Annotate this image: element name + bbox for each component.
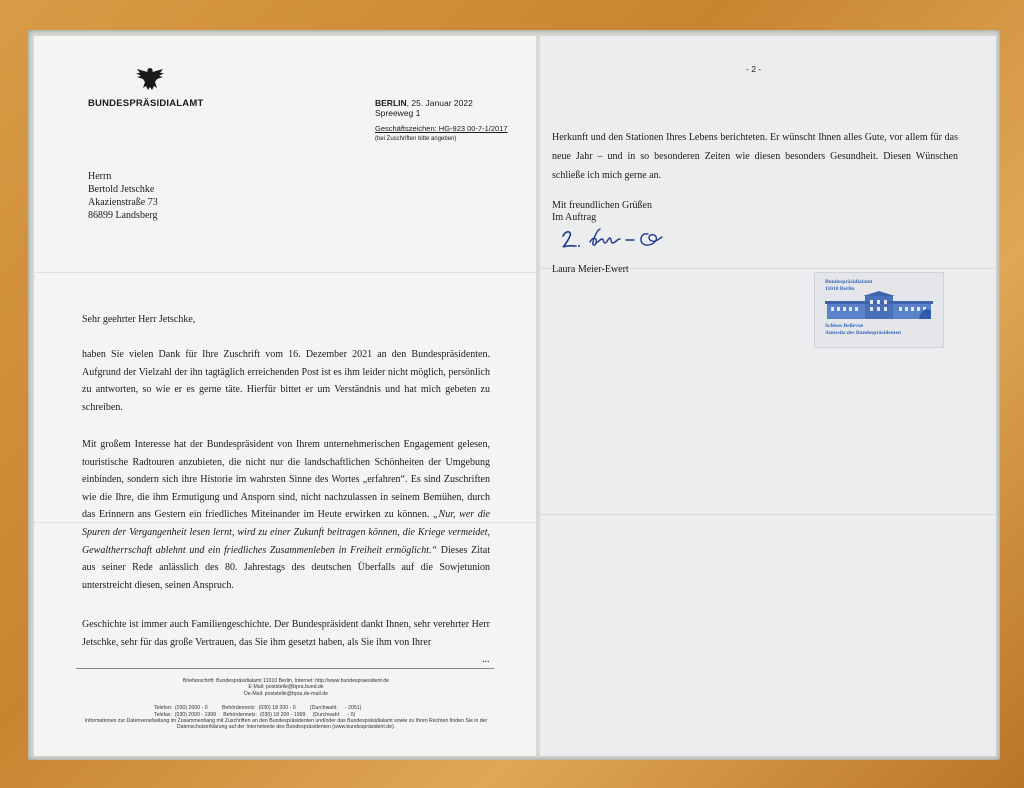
address-line: Herrn (88, 171, 112, 182)
body-paragraph-4: Herkunft und den Stationen Ihres Lebens berichteten. Er wünscht Ihnen alles Gute, vor allem für das neue Jahr – und in so besonderen Zeiten wie diesen besonders Gesundheit. Diesen Wünschen schließe ich mich gerne an. (552, 132, 958, 181)
paragraph-text: Dieses Zitat aus seiner Rede anlässlich des 80. Jahrestags des deutschen Überfalls auf die Sowjetunion unterstreicht diesen, seinen Anspruch. (82, 544, 490, 591)
closing-line: Im Auftrag (552, 212, 597, 223)
footer-line: Briefanschrift: Bundespräsidialamt 11010 Berlin, Internet: http://www.bundespraesident.de (182, 678, 390, 684)
footer-line: E-Mail: poststelle@bpra.bund.de (248, 684, 324, 691)
stamp-text (825, 323, 901, 336)
closing (552, 200, 652, 224)
address-line: Bertold Jetschke (88, 184, 155, 195)
stamp-line: Schloss Bellevue (825, 323, 864, 329)
stamp-line: Bundespräsidialamt (825, 279, 873, 285)
recipient-address (88, 170, 158, 222)
closing-line: Mit freundlichen Grüßen (552, 200, 652, 211)
body-paragraph-3: Geschichte ist immer auch Familiengeschichte. Der Bundespräsident dankt Ihnen, sehr verehrter Herr Jetschke, sehr für das große Vertrauen, das Sie ihm gesetzt haben, als Sie ihm von Ihrer (82, 619, 490, 648)
address-line: Akazienstraße 73 (88, 197, 158, 208)
stamp-line: 11010 Berlin (825, 285, 855, 292)
signer-name: Laura Meier-Ewert (552, 264, 629, 275)
footer-divider (76, 668, 494, 669)
handwritten-signature (560, 226, 688, 252)
footer-phone: Telefon: (030) 2000 - 0 Behördennetz: (030) 18 200 - 0 (Durchwahl: - 2051) (154, 705, 362, 712)
reference-hint: (bei Zuschriften bitte angeben) (375, 136, 457, 142)
paragraph-text: Mit großem Interesse hat der Bundespräsident von Ihrem unternehmerischen Engagement gelesen, touristische Radtouren anzubieten, die nicht nur die landschaftlichen Schönheiten der Umgebung einbinden, sondern sich ihre Historie im wahrsten Sinne des Wortes „erfahren“. Es sind Zuschriften wie die Ihre, die ihm Ermutigung und Ansporn sind, nicht nachzulassen in seinem Bemühen, durch das Erinnern ans Gestern ein friedliches Miteinander im Heute erwirken zu können. (82, 439, 490, 521)
footer-fax: Telefax: (030) 2000 - 1999 Behördennetz: (030) 18 200 - 1999 (Durchwahl: - 0) (154, 711, 356, 718)
footer-line: De-Mail: poststelle@bpra.de-mail.de (244, 690, 328, 697)
continuation-mark: ... (482, 654, 490, 665)
street: Spreeweg 1 (375, 108, 421, 118)
letter-page-2 (540, 36, 996, 756)
paper-fold (34, 272, 536, 273)
address-line: 86899 Landsberg (88, 210, 158, 221)
letter-footer (74, 678, 498, 731)
letter-page-1 (34, 36, 536, 756)
quote: „Nur, wer die Spuren der Vergangenheit lesen lernt, wird zu einer Zukunft beitragen können, die Kriege vermeidet, Gewaltherrschaft ablehnt und ein friedliches Zusammenleben in Freiheit ermöglicht.“ (82, 509, 490, 556)
salutation: Sehr geehrter Herr Jetschke, (82, 314, 196, 325)
paper-fold (540, 514, 996, 515)
city: BERLIN (375, 98, 407, 108)
stamp-line: Amtssitz des Bundespräsidenten (825, 329, 902, 336)
body-paragraph-2 (82, 436, 490, 594)
palace-icon (825, 291, 933, 321)
organization-name: BUNDESPRÄSIDIALAMT (88, 98, 204, 109)
reference-number: Geschäftszeichen: HG-923 00-7-1/2017 (375, 124, 508, 133)
eagle-icon (134, 66, 166, 92)
letter-meta (375, 98, 508, 144)
letter-date: , 25. Januar 2022 (406, 98, 473, 108)
body-paragraph-1: haben Sie vielen Dank für Ihre Zuschrift vom 16. Dezember 2021 an den Bundespräsidenten. Aufgrund der Vielzahl der ihn tagtäglich erreichenden Post ist es ihm leider nicht möglich, persönlich zu antworten, so wie er es gerne täte. Hierfür bittet er um Verständnis und hat mich gebeten zu schreiben. (82, 349, 490, 413)
page-number: - 2 - (746, 64, 762, 74)
footer-privacy: Informationen zur Datenverarbeitung im Zusammenhang mit Zuschriften an den Bundespräsidenten und/oder das Bundespräsidialamt sowie zu Ihren Rechten finden Sie in der Datenschutzerklärung auf der Internetseite des Bundespräsidenten (www.bundespräsident.de). (84, 718, 488, 731)
official-stamp (814, 272, 944, 348)
